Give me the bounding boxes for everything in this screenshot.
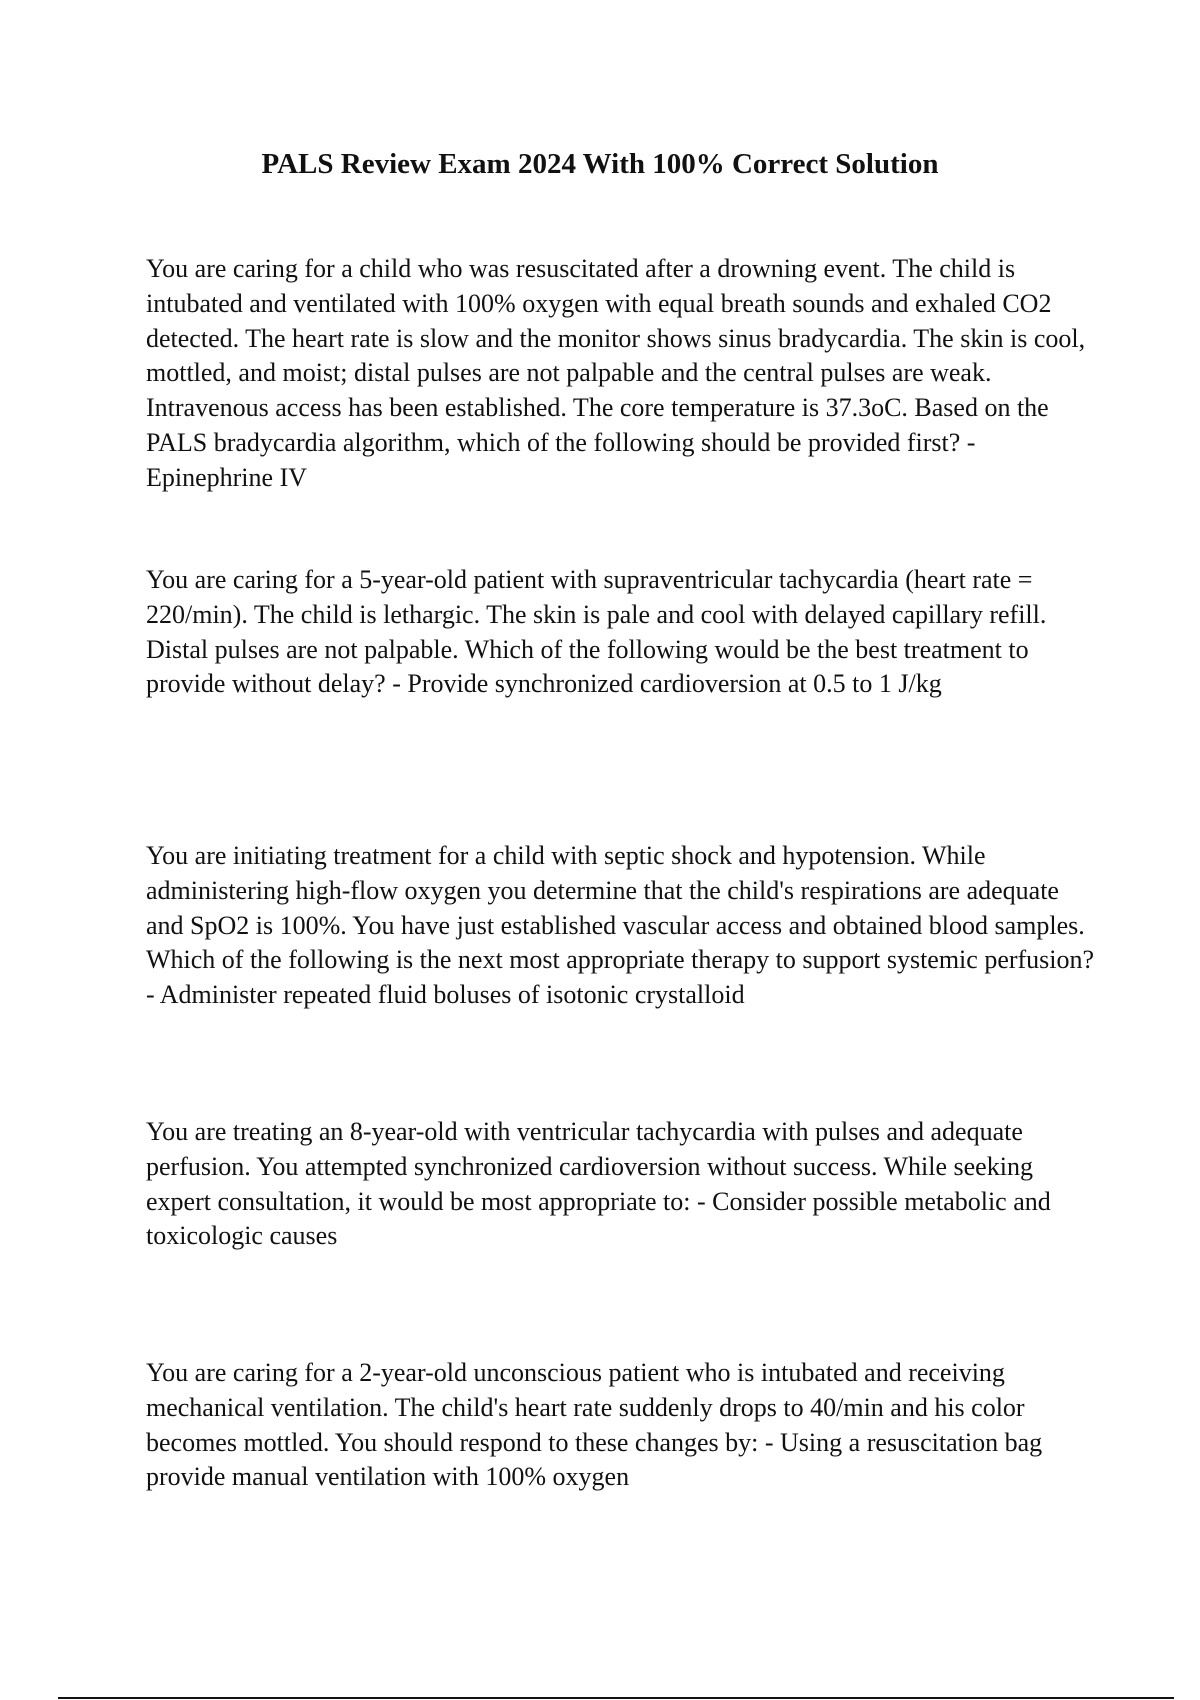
qa-item-5: You are caring for a 2-year-old unconscious patient who is intubated and receiving mechanical ventilation. The child's heart rate suddenly drops to 40/min and his color becomes mottled. You should respond to these changes by: - Using a resuscitation bag provide manual ventilation with 100% oxygen	[146, 1358, 1043, 1492]
qa-item-4: You are treating an 8-year-old with ventricular tachycardia with pulses and adequate perfusion. You attempted synchronized cardioversion without success. While seeking expert consultation, it would be most appropriate to: - Consider possible metabolic and toxicologic causes	[146, 1117, 1051, 1251]
qa-item-2: You are caring for a 5-year-old patient with supraventricular tachycardia (heart rate = 220/min). The child is lethargic. The skin is pale and cool with delayed capillary refill. Distal pulses are not palpable. Which of the following would be the best treatment to provide without delay? - Provide synchronized cardioversion at 0.5 to 1 J/kg	[146, 565, 1047, 699]
footer-divider	[58, 1697, 1174, 1699]
question-answer-list	[146, 252, 1096, 1495]
qa-item-1: You are caring for a child who was resuscitated after a drowning event. The child is intubated and ventilated with 100% oxygen with equal breath sounds and exhaled CO2 detected. The heart rate is slow and the monitor shows sinus bradycardia. The skin is cool, mottled, and moist; distal pulses are not palpable and the central pulses are weak. Intravenous access has been established. The core temperature is 37.3oC. Based on the PALS bradycardia algorithm, which of the following should be provided first? - Epinephrine IV	[146, 254, 1086, 492]
qa-item-3: You are initiating treatment for a child with septic shock and hypotension. While administering high-flow oxygen you determine that the child's respirations are adequate and SpO2 is 100%. You have just established vascular access and obtained blood samples. Which of the following is the next most appropriate therapy to support systemic perfusion? - Administer repeated fluid boluses of isotonic crystalloid	[146, 841, 1095, 1010]
document-title: PALS Review Exam 2024 With 100% Correct Solution	[261, 148, 939, 180]
